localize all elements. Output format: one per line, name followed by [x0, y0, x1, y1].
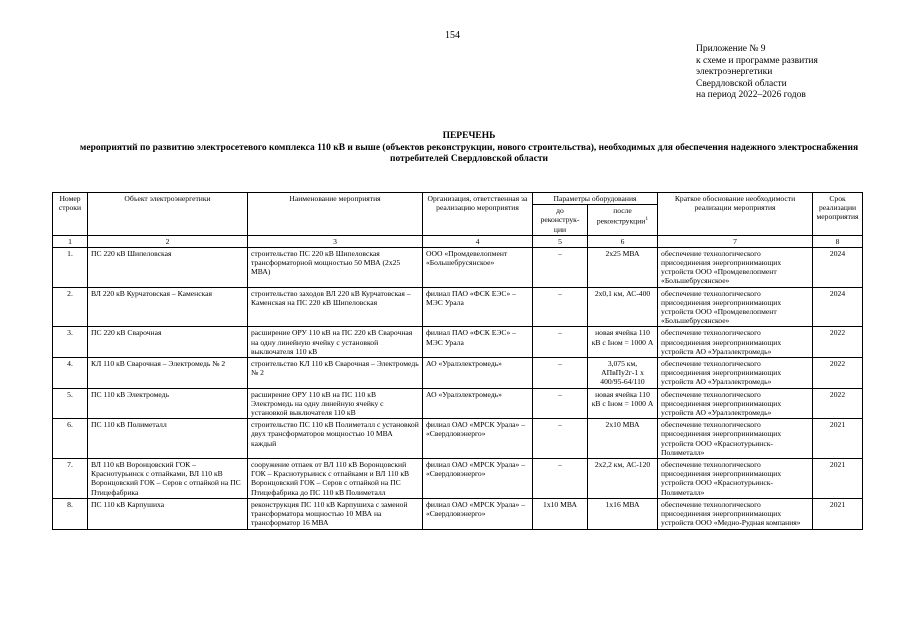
- row-measure: строительство заходов ВЛ 220 кВ Курчатовская – Каменская на ПС 220 кВ Шипеловская: [248, 287, 423, 327]
- header-organization: Организация, ответственная за реализацию мероприятия: [423, 193, 533, 236]
- row-measure: строительство ПС 220 кВ Шипеловская трансформаторной мощностью 50 МВА (2x25 МВА): [248, 247, 423, 287]
- footnote-mark: 1: [645, 216, 649, 223]
- header-measure: Наименование мероприятия: [248, 193, 423, 236]
- row-before: –: [533, 327, 588, 358]
- row-justification: обеспечение технологического присоединения энергопринимающих устройств ООО «Краснотурьинск-Полиметалл»: [658, 419, 813, 459]
- header-after-label: после реконструкции: [596, 206, 646, 226]
- table-row: [53, 498, 863, 529]
- row-justification: обеспечение технологического присоединения энергопринимающих устройств ООО «Промдевелопмент «Большебрусянское»: [658, 247, 813, 287]
- document-title-block: [60, 131, 878, 166]
- row-deadline: 2021: [813, 498, 863, 529]
- row-number: 7.: [53, 459, 88, 499]
- row-before: –: [533, 287, 588, 327]
- header-after: [588, 205, 658, 236]
- column-number: 8: [813, 235, 863, 247]
- row-object: ПС 110 кВ Электромедь: [88, 388, 248, 419]
- row-justification: обеспечение технологического присоединения энергопринимающих устройств АО «Уралэлектромедь»: [658, 388, 813, 419]
- row-after: новая ячейка 110 кВ с Iном = 1000 А: [588, 388, 658, 419]
- row-organization: филиал ПАО «ФСК ЕЭС» – МЭС Урала: [423, 327, 533, 358]
- appendix-line: электроэнергетики: [696, 67, 773, 77]
- row-organization: ООО «Промдевелопмент «Большебрусянское»: [423, 247, 533, 287]
- row-number: 1.: [53, 247, 88, 287]
- document-title: ПЕРЕЧЕНЬ: [442, 131, 496, 141]
- column-number: 2: [88, 235, 248, 247]
- row-deadline: 2024: [813, 247, 863, 287]
- row-before: –: [533, 247, 588, 287]
- appendix-line: к схеме и программе развития: [696, 55, 818, 66]
- row-organization: филиал ПАО «ФСК ЕЭС» – МЭС Урала: [423, 287, 533, 327]
- row-deadline: 2022: [813, 388, 863, 419]
- row-measure: сооружение отпаек от ВЛ 110 кВ Воронцовский ГОК – Краснотурьинск с отпайками и ВЛ 110 кВ Воронцовский ГОК – Серов с отпайкой на ПС Птицефабрика до ПС 110 кВ Полиметалл: [248, 459, 423, 499]
- column-number: 3: [248, 235, 423, 247]
- row-justification: обеспечение технологического присоединения энергопринимающих устройств ООО «Краснотурьинск-Полиметалл»: [658, 459, 813, 499]
- column-number: 5: [533, 235, 588, 247]
- row-justification: обеспечение технологического присоединения энергопринимающих устройств ООО «Промдевелопмент «Большебрусянское»: [658, 287, 813, 327]
- header-row-number: Номер строки: [53, 193, 88, 236]
- row-measure: расширение ОРУ 110 кВ на ПС 220 кВ Сварочная на одну линейную ячейку с установкой выключателя 110 кВ: [248, 327, 423, 358]
- row-justification: обеспечение технологического присоединения энергопринимающих устройств АО «Уралэлектромедь»: [658, 327, 813, 358]
- row-organization: АО «Уралэлектромедь»: [423, 388, 533, 419]
- table-row: [53, 419, 863, 459]
- row-before: 1x10 МВА: [533, 498, 588, 529]
- column-number: 4: [423, 235, 533, 247]
- row-number: 6.: [53, 419, 88, 459]
- row-deadline: 2022: [813, 358, 863, 389]
- appendix-note: [696, 44, 818, 102]
- row-number: 5.: [53, 388, 88, 419]
- row-after: 1x16 МВА: [588, 498, 658, 529]
- table-header-row: [53, 193, 863, 205]
- row-deadline: 2022: [813, 327, 863, 358]
- row-number: 2.: [53, 287, 88, 327]
- table-row: [53, 287, 863, 327]
- measures-table: [52, 192, 863, 530]
- row-organization: филиал ОАО «МРСК Урала» – «Свердловэнерго»: [423, 419, 533, 459]
- page-number: 154: [445, 30, 460, 41]
- table-row: [53, 388, 863, 419]
- row-organization: АО «Уралэлектромедь»: [423, 358, 533, 389]
- row-measure: строительство ПС 110 кВ Полиметалл с установкой двух трансформаторов мощностью 10 МВА каждый: [248, 419, 423, 459]
- row-object: ВЛ 110 кВ Воронцовский ГОК – Краснотурьинск с отпайками, ВЛ 110 кВ Воронцовский ГОК – Серов с отпайкой на ПС Птицефабрика: [88, 459, 248, 499]
- table-row: [53, 247, 863, 287]
- header-params: Параметры оборудования: [533, 193, 658, 205]
- row-object: ПС 110 кВ Полиметалл: [88, 419, 248, 459]
- row-measure: расширение ОРУ 110 кВ на ПС 110 кВ Электромедь на одну линейную ячейку с установкой выключателя 110 кВ: [248, 388, 423, 419]
- row-object: КЛ 110 кВ Сварочная – Электромедь № 2: [88, 358, 248, 389]
- table-row: [53, 358, 863, 389]
- column-number: 7: [658, 235, 813, 247]
- appendix-line: Приложение № 9: [696, 44, 766, 54]
- row-after: 2x2,2 км, АС-120: [588, 459, 658, 499]
- appendix-line: на период 2022–2026 годов: [696, 90, 806, 100]
- header-justification: Краткое обоснование необходимости реализации мероприятия: [658, 193, 813, 236]
- row-after: 3,075 км, АПвПу2г-1 x 400/95-64/110: [588, 358, 658, 389]
- row-object: ПС 220 кВ Шипеловская: [88, 247, 248, 287]
- row-object: ПС 220 кВ Сварочная: [88, 327, 248, 358]
- row-measure: реконструкция ПС 110 кВ Карпушиха с заменой трансформатора мощностью 10 МВА на трансформатор 16 МВА: [248, 498, 423, 529]
- row-before: –: [533, 459, 588, 499]
- row-before: –: [533, 388, 588, 419]
- row-after: 2x25 МВА: [588, 247, 658, 287]
- row-organization: филиал ОАО «МРСК Урала» – «Свердловэнерго»: [423, 498, 533, 529]
- row-before: –: [533, 419, 588, 459]
- column-number: 6: [588, 235, 658, 247]
- column-numbers-row: [53, 235, 863, 247]
- header-object: Объект электроэнергетики: [88, 193, 248, 236]
- row-after: новая ячейка 110 кВ с Iном = 1000 А: [588, 327, 658, 358]
- row-object: ПС 110 кВ Карпушиха: [88, 498, 248, 529]
- row-after: 2x0,1 км, АС-400: [588, 287, 658, 327]
- row-deadline: 2021: [813, 419, 863, 459]
- header-before: до реконструк-ции: [533, 205, 588, 236]
- row-justification: обеспечение технологического присоединения энергопринимающих устройств ООО «Медно-Рудная компания»: [658, 498, 813, 529]
- appendix-line: Свердловской области: [696, 78, 787, 89]
- document-subtitle: мероприятий по развитию электросетевого комплекса 110 кВ и выше (объектов реконструкции, нового строительства), необходимых для обеспечения надежного электроснабжения потребителей Свердловской области: [79, 142, 859, 164]
- column-number: 1: [53, 235, 88, 247]
- row-number: 8.: [53, 498, 88, 529]
- row-justification: обеспечение технологического присоединения энергопринимающих устройств АО «Уралэлектромедь»: [658, 358, 813, 389]
- header-deadline: Срок реализации мероприятия: [813, 193, 863, 236]
- table-row: [53, 459, 863, 499]
- row-measure: строительство КЛ 110 кВ Сварочная – Электромедь № 2: [248, 358, 423, 389]
- table-row: [53, 327, 863, 358]
- row-number: 4.: [53, 358, 88, 389]
- row-organization: филиал ОАО «МРСК Урала» – «Свердловэнерго»: [423, 459, 533, 499]
- row-after: 2x10 МВА: [588, 419, 658, 459]
- row-object: ВЛ 220 кВ Курчатовская – Каменская: [88, 287, 248, 327]
- row-before: –: [533, 358, 588, 389]
- row-number: 3.: [53, 327, 88, 358]
- row-deadline: 2021: [813, 459, 863, 499]
- row-deadline: 2024: [813, 287, 863, 327]
